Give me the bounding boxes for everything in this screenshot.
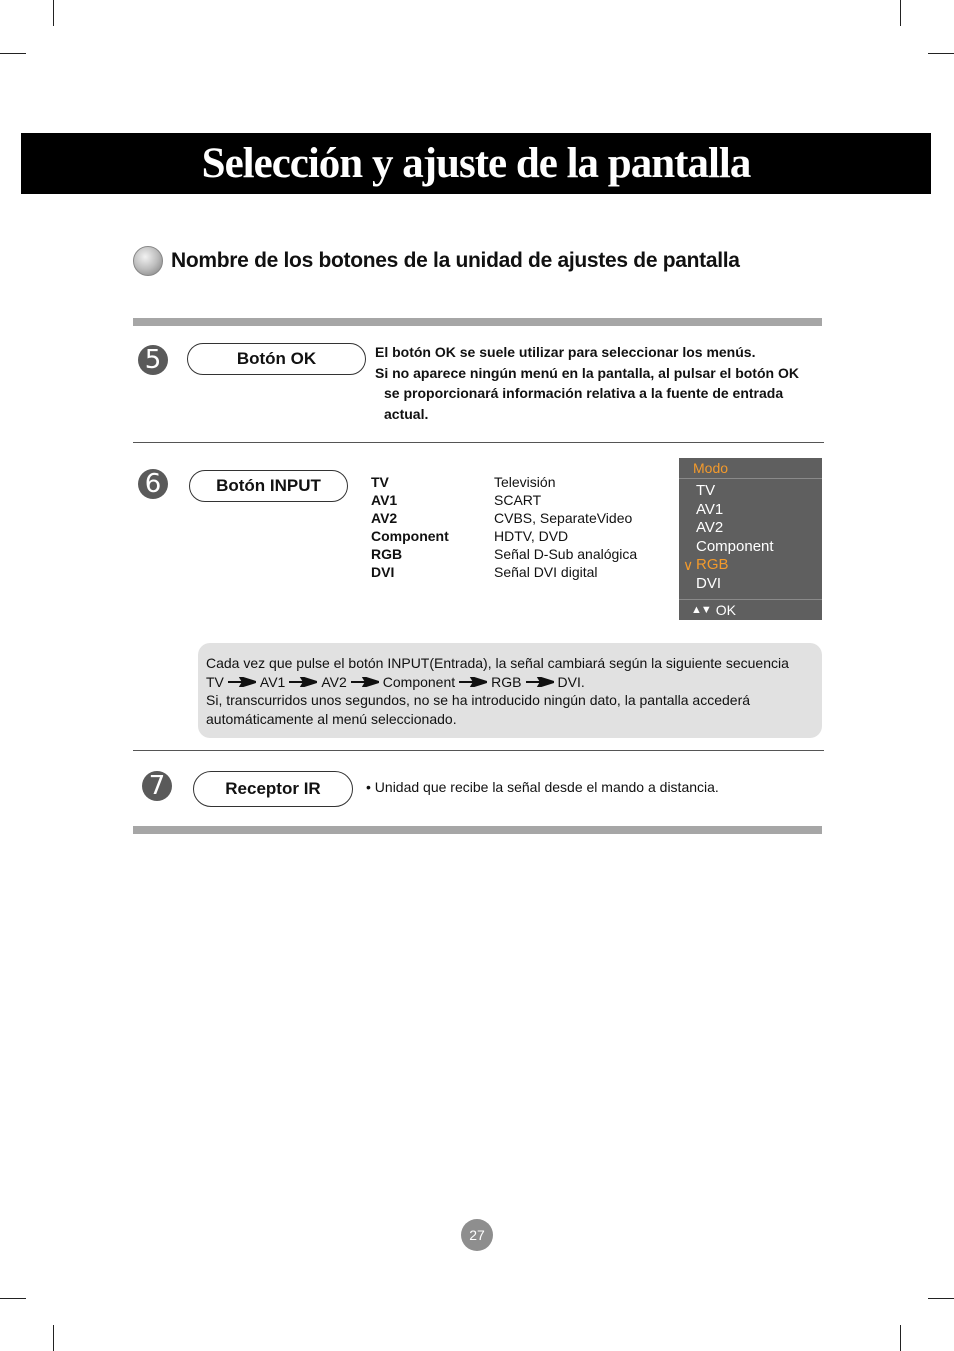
sequence-item: DVI. [557, 673, 585, 690]
sequence-item: TV [206, 673, 224, 690]
sequence-item: AV1 [259, 673, 286, 690]
sequence-item: AV2 [321, 673, 347, 690]
osd-menu-item-rgb [679, 556, 822, 575]
crop-mark [900, 0, 901, 26]
input-row [371, 491, 637, 509]
title-bar [21, 133, 931, 194]
page-number: 27 [461, 1219, 493, 1251]
arrow-right-icon [228, 677, 256, 687]
input-key: AV2 [371, 510, 398, 526]
input-button-label: Botón INPUT [189, 470, 348, 502]
ok-button-description [375, 342, 799, 424]
input-sequence-note [198, 643, 822, 738]
description-line: se proporcionará información relativa a la fuente de entrada [384, 385, 784, 401]
divider [133, 750, 824, 751]
sequence-item: Component [382, 673, 456, 690]
description-line: actual. [384, 405, 429, 422]
input-value: CVBS, SeparateVideo [494, 510, 633, 526]
note-line: Cada vez que pulse el botón INPUT(Entrada), la señal cambiará según la siguiente secuencia [206, 655, 789, 671]
ir-receiver-description: • Unidad que recibe la señal desde el mando a distancia. [366, 779, 719, 795]
input-value: Señal DVI digital [494, 564, 598, 580]
check-mark-icon: ∨ [683, 557, 694, 574]
osd-menu-item-av2: AV2 [696, 519, 724, 537]
crop-mark [900, 1325, 901, 1351]
input-value: HDTV, DVD [494, 528, 569, 544]
input-row [371, 563, 637, 581]
input-key: DVI [371, 564, 395, 580]
description-line: Si no aparece ningún menú en la pantalla, al pulsar el botón OK [375, 364, 799, 381]
bullet-ball-icon [133, 246, 163, 276]
osd-menu-list [679, 479, 822, 594]
arrow-right-icon [351, 677, 379, 687]
osd-menu-item-component: Component [696, 537, 774, 555]
section-heading-text: Nombre de los botones de la unidad de ajustes de pantalla [171, 249, 740, 272]
osd-mode-menu [679, 458, 822, 620]
divider-top [133, 318, 822, 326]
osd-menu-item-av1: AV1 [696, 500, 724, 518]
input-key: RGB [371, 546, 403, 562]
input-row [371, 545, 637, 563]
divider [133, 442, 824, 443]
osd-menu-item-label: RGB [696, 556, 729, 574]
divider-bottom [133, 826, 822, 834]
crop-mark [0, 1298, 26, 1299]
sequence-item: RGB [491, 673, 522, 690]
arrow-right-icon [289, 677, 317, 687]
input-value: SCART [494, 492, 542, 508]
input-value: Televisión [494, 474, 556, 490]
osd-menu-footer [679, 599, 822, 620]
input-value: Señal D-Sub analógica [494, 546, 638, 562]
osd-menu-item-dvi: DVI [696, 574, 722, 592]
input-key: Component [371, 528, 449, 544]
crop-mark [928, 53, 954, 54]
input-sequence [206, 673, 814, 692]
note-line: automáticamente al menú seleccionado. [206, 710, 457, 727]
page-title: Selección y ajuste de la pantalla [201, 140, 751, 187]
ok-button-label: Botón OK [187, 343, 366, 375]
ir-receiver-label: Receptor IR [193, 771, 353, 807]
crop-mark [53, 1325, 54, 1351]
crop-mark [53, 0, 54, 26]
osd-menu-item-tv: TV [696, 482, 716, 499]
arrow-right-icon [526, 677, 554, 687]
input-row [371, 527, 637, 545]
osd-menu-title: Modo [679, 458, 822, 479]
crop-mark [928, 1298, 954, 1299]
number-badge-6: 6 [138, 469, 168, 499]
crop-mark [0, 53, 26, 54]
input-key: AV1 [371, 492, 398, 508]
arrow-right-icon [459, 677, 487, 687]
number-badge-7: 7 [142, 771, 172, 801]
input-key: TV [371, 474, 389, 490]
input-sources-table [371, 473, 637, 581]
description-line: El botón OK se suele utilizar para seleccionar los menús. [375, 344, 756, 360]
input-row [371, 473, 637, 491]
number-badge-5: 5 [138, 345, 168, 375]
section-heading [133, 246, 740, 276]
up-down-arrows-icon: ▲▼ [691, 604, 711, 616]
input-row [371, 509, 637, 527]
note-line: Si, transcurridos unos segundos, no se ha introducido ningún dato, la pantalla accederá [206, 692, 751, 708]
osd-ok-label: OK [715, 602, 737, 618]
